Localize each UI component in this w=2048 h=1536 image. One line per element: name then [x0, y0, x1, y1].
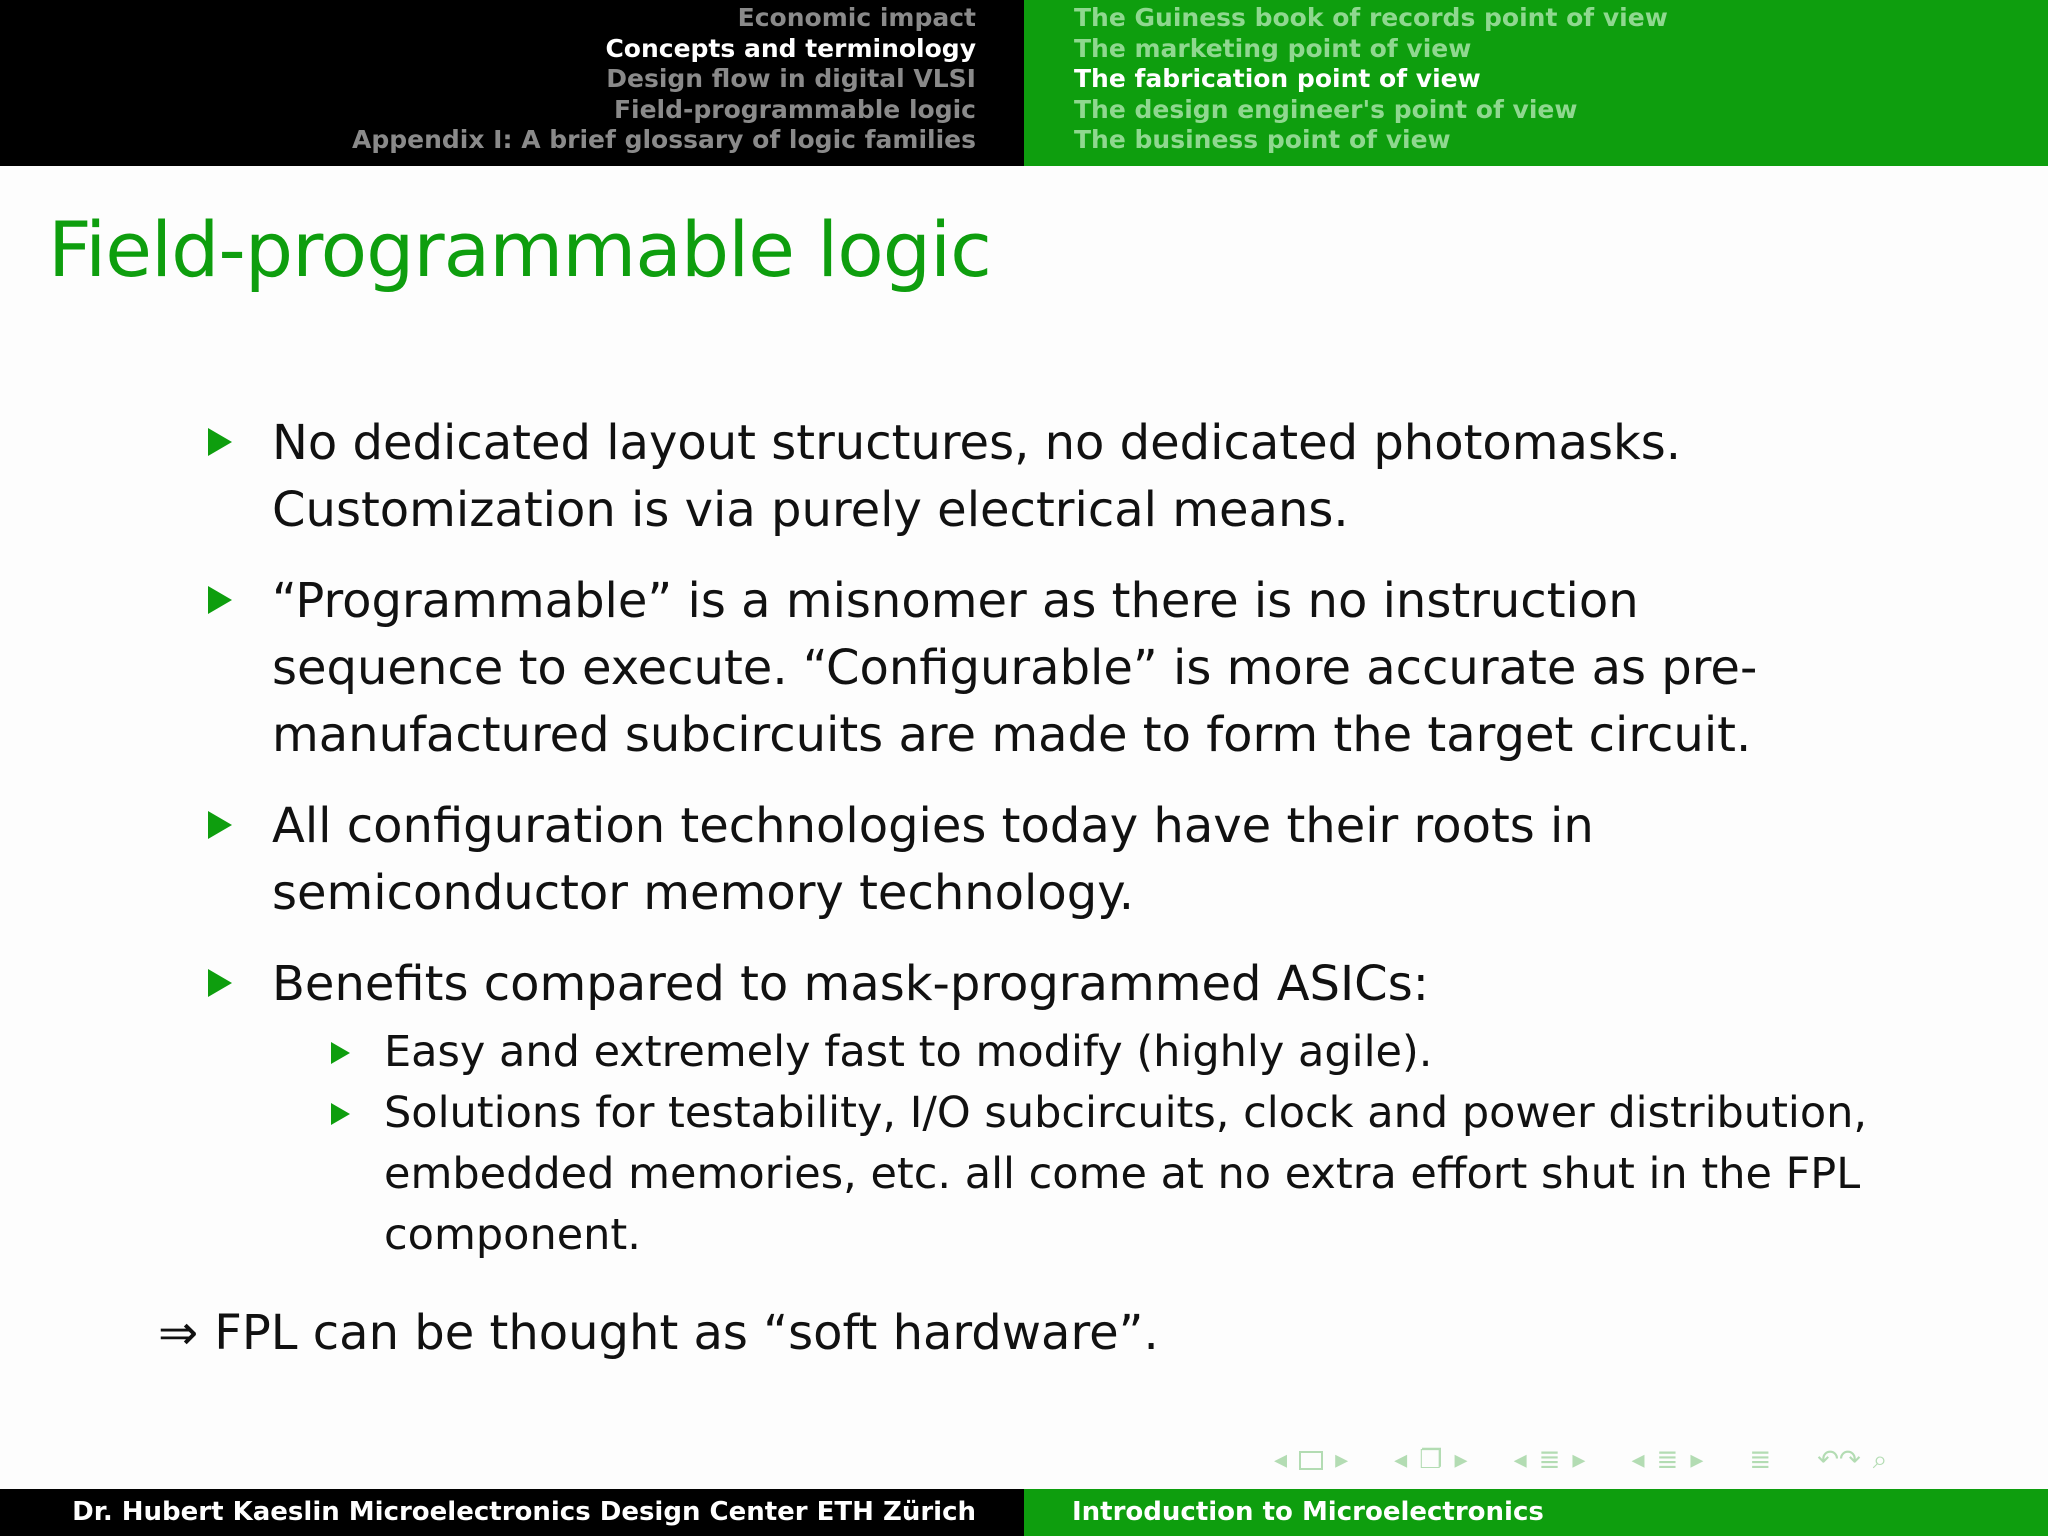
arrow-left-icon[interactable]: ◂ — [1631, 1445, 1645, 1475]
subsection-marketing[interactable]: The marketing point of view — [1074, 33, 1472, 63]
bullet-item — [0, 568, 1872, 769]
arrow-right-icon[interactable]: ▸ — [1572, 1445, 1586, 1475]
subsection-business[interactable]: The business point of view — [1074, 125, 1451, 154]
subsection-nav — [1024, 0, 2048, 166]
bullet-text: “Programmable” is a misnomer as there is no instruction sequence to execute. “Configurable” is more accurate as pre-manufactured subcircuits are made to form the target circuit. — [272, 573, 1758, 763]
section-appendix[interactable]: Appendix I: A brief glossary of logic families — [352, 125, 976, 154]
search-icon[interactable]: ⌕ — [1872, 1444, 1888, 1475]
slide-content — [0, 410, 2048, 1290]
arrow-left-icon[interactable]: ◂ — [1394, 1445, 1408, 1475]
sub-bullet-text: Easy and extremely fast to modify (highly agile). — [384, 1027, 1433, 1077]
section-nav — [0, 0, 1024, 166]
implies-arrow-icon: ⇒ — [158, 1305, 199, 1361]
beamer-navigation — [1268, 1440, 1927, 1480]
sub-bullet-text: Solutions for testability, I/O subcircuits, clock and power distribution, embedded memories, etc. all come at no extra effort shut in the FPL component. — [384, 1088, 1868, 1260]
bullet-triangle-icon — [208, 428, 232, 456]
appendix-nav — [1743, 1445, 1777, 1475]
bullet-triangle-icon — [208, 586, 232, 614]
frame-nav — [1268, 1445, 1354, 1475]
arrow-right-icon[interactable]: ▸ — [1335, 1445, 1349, 1475]
section-economic-impact[interactable]: Economic impact — [737, 3, 976, 32]
section-icon[interactable]: ≣ — [1538, 1445, 1561, 1475]
appendix-icon[interactable]: ≣ — [1749, 1445, 1772, 1475]
arrow-left-icon[interactable]: ◂ — [1274, 1445, 1288, 1475]
sub-bullet-item — [271, 1083, 1944, 1266]
arrow-right-icon[interactable]: ▸ — [1690, 1445, 1704, 1475]
subsection-nav-buttons — [1388, 1445, 1473, 1475]
slide-title: Field-programmable logic — [48, 205, 991, 294]
footer-title: Introduction to Microelectronics — [1024, 1489, 2048, 1536]
sub-bullet-triangle-icon — [331, 1103, 350, 1125]
section-fpl[interactable]: Field-programmable logic — [613, 94, 976, 124]
bullet-text: No dedicated layout structures, no dedicated photomasks. Customization is via purely electrical means. — [272, 415, 1682, 538]
conclusion-line — [158, 1305, 1159, 1361]
bullet-text: Benefits compared to mask-programmed ASICs: — [272, 956, 1429, 1012]
subsection-fabrication[interactable]: The fabrication point of view — [1074, 64, 1481, 93]
arrow-left-icon[interactable]: ◂ — [1513, 1445, 1527, 1475]
bullet-text: All configuration technologies today have their roots in semiconductor memory technology. — [272, 798, 1594, 921]
footer-bar — [0, 1489, 2048, 1536]
frame-icon[interactable] — [1299, 1451, 1323, 1470]
bullet-item — [0, 793, 1872, 927]
document-icon[interactable]: ≣ — [1656, 1445, 1679, 1475]
subsection-guiness[interactable]: The Guiness book of records point of view — [1074, 3, 1668, 32]
sub-bullet-triangle-icon — [331, 1042, 350, 1064]
bullet-triangle-icon — [208, 969, 232, 997]
arrow-right-icon[interactable]: ▸ — [1454, 1445, 1468, 1475]
header-bar — [0, 0, 2048, 166]
section-nav-buttons — [1508, 1445, 1592, 1475]
frames-stack-icon[interactable]: ❐ — [1419, 1445, 1443, 1475]
section-concepts-terminology[interactable]: Concepts and terminology — [605, 33, 976, 63]
footer-author: Dr. Hubert Kaeslin Microelectronics Design Center ETH Zürich — [0, 1489, 1024, 1536]
document-nav-buttons — [1625, 1445, 1709, 1475]
bullet-item — [0, 951, 1872, 1266]
section-design-flow[interactable]: Design flow in digital VLSI — [606, 64, 976, 93]
bullet-item — [0, 410, 1872, 544]
conclusion-text: FPL can be thought as “soft hardware”. — [214, 1305, 1159, 1361]
sub-bullet-list — [272, 1022, 1872, 1266]
sub-bullet-item — [271, 1022, 1944, 1083]
subsection-design-engineer[interactable]: The design engineer's point of view — [1074, 94, 1578, 124]
search-nav — [1811, 1445, 1893, 1476]
bullet-triangle-icon — [208, 811, 232, 839]
back-forward-icon[interactable]: ↶↷ — [1817, 1445, 1861, 1475]
